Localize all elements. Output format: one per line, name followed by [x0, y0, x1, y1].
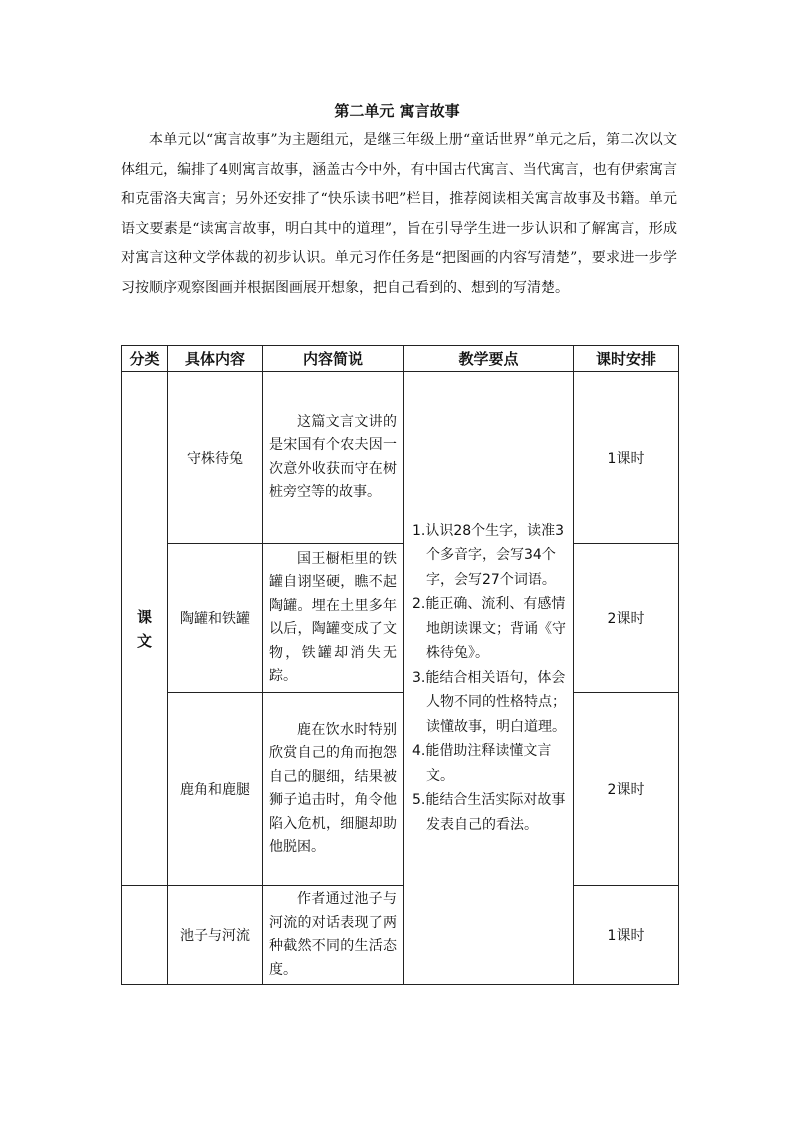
header-category: 分类 — [122, 346, 168, 372]
key-point-item: 3.能结合相关语句，体会人物不同的性格特点；读懂故事，明白道理。 — [412, 669, 566, 735]
category-label: 课文 — [136, 607, 152, 650]
lesson-summary — [263, 372, 404, 544]
key-point-item: 1.认识28个生字，读准3个多音字，会写34个字，会写27个词语。 — [412, 522, 565, 588]
lesson-title: 陶罐和铁罐 — [168, 544, 263, 693]
lesson-summary — [263, 544, 404, 693]
header-key-points: 教学要点 — [404, 346, 574, 372]
key-points-cell — [404, 372, 574, 985]
intro-paragraph: 本单元以“寓言故事”为主题组元，是继三年级上册“童话世界”单元之后，第二次以文体组元，编排了4则寓言故事，涵盖古今中外，有中国古代寓言、当代寓言，也有伊索寓言和克雷洛夫寓言；另外还安排了“快乐读书吧”栏目，推荐阅读相关寓言故事及书籍。单元语文要素是“读寓言故事，明白其中的道理”，旨在引导学生进一步认识和了解寓言，形成对寓言这种文学体裁的初步认识。单元习作任务是“把图画的内容写清楚”，要求进一步学习按顺序观察图画并根据图画展开想象，把自己看到的、想到的写清楚。 — [121, 132, 677, 296]
lesson-summary-text: 作者通过池子与河流的对话表现了两种截然不同的生活态度。 — [269, 891, 397, 978]
table-row — [122, 886, 679, 985]
lesson-summary-text: 鹿在饮水时特别欣赏自己的角而抱怨自己的腿细，结果被狮子追击时，角令他陷入危机，细腿却助他脱困。 — [269, 721, 397, 855]
table-row — [122, 372, 679, 544]
table-row — [122, 544, 679, 693]
unit-intro — [121, 126, 677, 303]
unit-plan-table — [121, 345, 679, 985]
table-row — [122, 693, 679, 886]
key-point-item: 5.能结合生活实际对故事发表自己的看法。 — [412, 792, 566, 833]
lesson-hours: 1课时 — [574, 886, 679, 985]
lesson-hours: 1课时 — [574, 372, 679, 544]
lesson-hours: 2课时 — [574, 544, 679, 693]
lesson-summary-text: 国王橱柜里的铁罐自诩坚硬，瞧不起陶罐。埋在土里多年以后，陶罐变成了文物，铁罐却消失无踪。 — [269, 550, 397, 684]
category-cell — [122, 372, 168, 886]
key-points-list — [412, 519, 568, 838]
page-title: 第二单元 寓言故事 — [334, 102, 460, 120]
lesson-summary-text: 这篇文言文讲的是宋国有个农夫因一次意外收获而守在树桩旁空等的故事。 — [269, 413, 397, 500]
lesson-summary — [263, 886, 404, 985]
table-header-row — [122, 346, 679, 372]
header-hours: 课时安排 — [574, 346, 679, 372]
key-point-item: 4.能借助注释读懂文言文。 — [412, 743, 552, 784]
lesson-title: 鹿角和鹿腿 — [168, 693, 263, 886]
header-content: 具体内容 — [168, 346, 263, 372]
header-summary: 内容简说 — [263, 346, 404, 372]
lesson-title: 守株待兔 — [168, 372, 263, 544]
category-cell-empty — [122, 886, 168, 985]
lesson-summary — [263, 693, 404, 886]
lesson-title: 池子与河流 — [168, 886, 263, 985]
key-point-item: 2.能正确、流利、有感情地朗读课文；背诵《守株待兔》。 — [412, 596, 566, 662]
lesson-hours: 2课时 — [574, 693, 679, 886]
